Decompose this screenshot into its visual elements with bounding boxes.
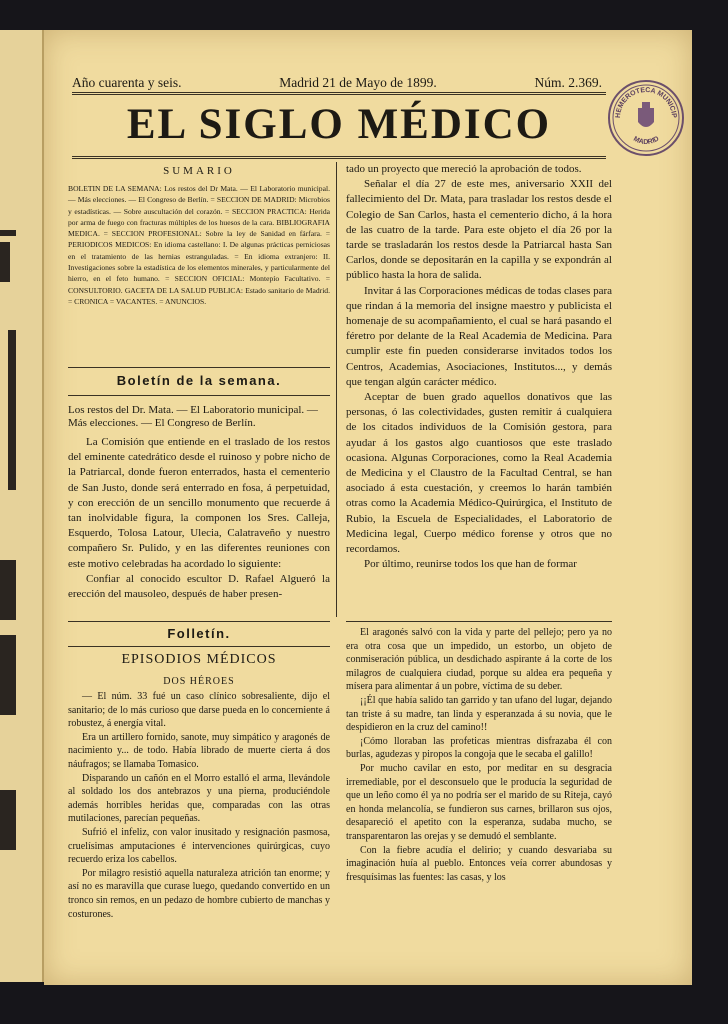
header-rule-top — [72, 92, 606, 93]
boletin-rule-top — [68, 367, 330, 368]
issue-number: Núm. 2.369. — [534, 75, 602, 90]
newspaper-page — [44, 30, 692, 985]
right-paragraph-4: Aceptar de buen grado aquellos donativos que las personas, ó las colectividades, gusten remitir á cualquiera de los citados individuos de la Comisión gestora, para ayudar á los gastos algo cuantiosos que este traslado ocasiona. Algunas Corporaciones, como la Real Academia de Medicina y el Claustro de la Facultad Central, se han asociado á esta cuestación, y creemos lo harán también otras como la Academia Médico-Quirúrgica, el Instituto de Rubio, la Escuela de Especialidades, el Laboratorio de Medicina legal, Cuerpo médico forense y otros que no recordamos. — [346, 391, 612, 556]
title-rule-2 — [72, 158, 606, 159]
boletin-paragraph-2: Confiar al conocido escultor D. Rafael Algueró la erección del mausoleo, después de haber presen- — [68, 572, 330, 601]
stamp-bottom-text: MADRID — [632, 135, 661, 147]
sumario-heading: SUMARIO — [163, 165, 235, 177]
boletin-paragraph-1: La Comisión que entiende en el traslado de los restos del eminente catedrático desde el ruinoso y pobre nicho de la Patriarcal, donde fueron enterrados, hasta el cementerio de San Justo, donde será enterrado en fosa, á perpetuidad, y con erección de un sencillo monumento que recuerde á tan inolvidable figura, la componen los Sres. Calleja, Esquerdo, Tolosa Latour, Ulecia, Calatraveño y nuestro compañero Sr. Pulido, y en las diferentes reuniones con este motivo celebradas ha acordado lo siguiente: — [68, 436, 330, 570]
right-paragraph-3: Invitar á las Corporaciones médicas de todas clases para que rindan á la memoria del insigne maestro y publicista el homenaje de su acompañamiento, el cual se hará pasando el féretro por delante de la Real Academia de Medicina. Para cumplir este fin pueden considerarse invitados todos los Centros, Academias, Asociaciones, Institutos..., y demás que tengan algún carácter médico. — [346, 284, 612, 388]
newspaper-title: EL SIGLO MÉDICO — [126, 101, 552, 148]
folletin-right-paragraph-5: Con la fiebre acudía el delirio; y cuando desvariaba su imaginación huía al pueblo. Entonces veía correr abundosas y fresquísimas las fuentes: las casas, y los — [346, 844, 612, 883]
folletin-title: EPISODIOS MÉDICOS — [121, 652, 277, 667]
folletin-right-paragraph-3: ¡Cómo lloraban las profeticas mientras disfrazaba él con burlas, agudezas y piropos la congoja que le secaba el galillo! — [346, 735, 612, 761]
library-stamp — [608, 80, 684, 156]
left-column — [68, 163, 330, 307]
title-rule — [72, 156, 606, 157]
folletin-left-paragraph-3: Disparando un cañón en el Morro estalló el arma, llevándole al soldado los dos antebrazos y una pierna, produciéndole además horribles heridas que, comparadas con las otras mutilaciones, parecían pequeñas. — [68, 772, 330, 825]
boletin-section — [68, 373, 330, 388]
folletin-rule-bottom — [68, 646, 330, 647]
header-rule-top-2 — [72, 94, 606, 95]
previous-page-edge — [0, 30, 44, 982]
right-column — [346, 162, 612, 572]
folletin-left-paragraph-5: Por milagro resistió aquella naturaleza atrición tan enorme; y así no es maravilla que curase luego, quedando convertido en un tronco sin remos, en un pedazo de hombre cubierto de manchas y costurones. — [68, 867, 330, 920]
folletin-left-paragraph-1: — El núm. 33 fué un caso clínico sobresaliente, dijo el sanitario; de lo más curioso que darse pueda en lo concerniente á robustez, á energía vital. — [68, 691, 330, 730]
column-divider — [336, 162, 337, 617]
boletin-subheading: Los restos del Dr. Mata. — El Laboratorio municipal. — Más elecciones. — El Congreso de Berlín. — [68, 404, 318, 429]
masthead-info — [72, 75, 602, 91]
right-paragraph-5: Por último, reunirse todos los que han de formar — [364, 558, 577, 571]
stamp-seal-icon — [610, 82, 682, 154]
boletin-rule-bottom — [68, 395, 330, 396]
issue-date: Madrid 21 de Mayo de 1899. — [279, 75, 437, 90]
boletin-heading: Boletín de la semana. — [116, 373, 282, 388]
folletin-subtitle: DOS HÉROES — [163, 676, 235, 687]
folletin-right-body — [346, 626, 612, 884]
folletin-rule-top-right — [346, 621, 612, 622]
folletin-right-paragraph-1: El aragonés salvó con la vida y parte del pellejo; pero ya no era otra cosa que un impedido, un estorbo, un objeto de conmiseración pública, un desdichado aspirante á la corte de los milagros de cualquiera ciudad, porque su aldea era pequeña y mísera para alimentar á un pobre, víctima de su deber. — [346, 627, 612, 693]
stamp-top-text: HEMEROTECA MUNICIP — [614, 86, 678, 119]
folletin-section — [68, 626, 330, 641]
folletin-left-paragraph-2: Era un artillero fornido, sanote, muy simpático y aragonés de nacimiento y... de todo. Había librado de muerte cierta á dos náufragos; se llamaba Tomasico. — [68, 731, 330, 770]
right-paragraph-2: Señalar el día 27 de este mes, aniversario XXII del fallecimiento del Dr. Mata, para trasladar los restos desde el Colegio de San Carlos, hasta el cementerio dicho, á la hora de las cuatro de la tarde. Para este objeto el día 26 por la tarde se trasladarán los restos desde la Patriarcal hasta San Carlos, donde se depositarán en la capilla y se expondrán al público hasta la hora de salida. — [346, 178, 612, 282]
folletin-left-body — [68, 652, 330, 921]
folletin-heading: Folletín. — [167, 626, 231, 641]
folletin-left-paragraph-4: Sufrió el infeliz, con valor inusitado y resignación pasmosa, cruelísimas amputaciones é intervenciones quirúrgicas, cuyo recuerdo eriza los cabellos. — [68, 826, 330, 866]
boletin-body — [68, 404, 330, 602]
volume-year: Año cuarenta y seis. — [72, 75, 182, 90]
folletin-rule-top — [68, 621, 330, 622]
sumario-text: BOLETIN DE LA SEMANA: Los restos del Dr Mata. — El Laboratorio municipal. — Más elecciones. — El Congreso de Berlín. = SECCION DE MADRID: Microbios y estadísticas. — Sobre auscultación del corazón. = SECCION PRACTICA: Herida por arma de fuego con fracturas múltiples de los huesos de la cara. BIBLIOGRAFIA MEDICA. = SECCION PROFESIONAL: Sobre la ley de Sanidad en fárfara. = PERIODICOS MEDICOS: En idioma castellano: I. De algunas prácticas perniciosas en el tratamiento de las hernias estranguladas. = En idioma extranjero: II. Investigaciones sobre la estadística de los elementos minerales, y particularmente del hierro, en el feto humano. = SECCION OFICIAL: Montepío Facultativo. = CONSULTORIO. GACETA DE LA SALUD PUBLICA: Estado sanitario de Madrid. = CRONICA = VACANTES. = ANUNCIOS. — [68, 184, 330, 306]
svg-text:MADRID — [632, 135, 660, 146]
folletin-right-paragraph-2: ¡¡Él que había salido tan garrido y tan ufano del lugar, dejando tan triste á su madre, tan linda y esperanzada á su novia, que le despidieron en la cruz del camino!! — [346, 694, 612, 734]
right-paragraph-1: tado un proyecto que mereció la aprobación de todos. — [346, 163, 582, 175]
folletin-right-paragraph-4: Por mucho cavilar en esto, por meditar en su desgracia irremediable, por el desconsuelo que le producía la seguridad de que un leño como él ya no podría ser el marido de su Riteja, cayó en honda melancolía, se fundieron sus carnes, brillaron sus ojos, desapareció el apetito con la esperanza, sudaba mucho, se transparentaron las orejas y se demudó el semblante. — [346, 762, 612, 842]
